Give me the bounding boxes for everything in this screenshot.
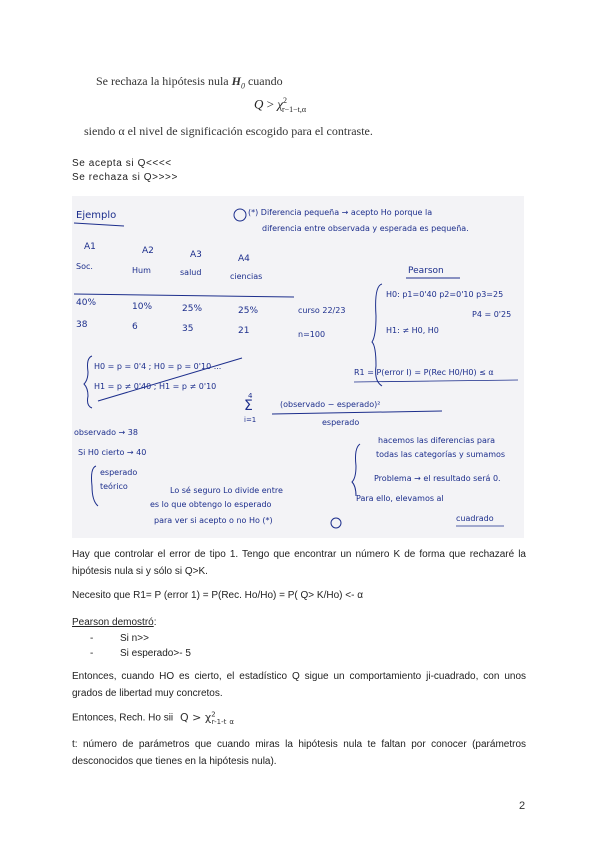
hand-r1: R1 = P(error I) = P(Rec H0/H0) ≤ α (354, 368, 494, 377)
hand-o3: 35 (182, 324, 194, 334)
hand-p2: 10% (132, 302, 153, 312)
hand-curso: curso 22/23 (298, 306, 346, 315)
hand-ejemplo: Ejemplo (76, 210, 117, 221)
hand-n: n=100 (298, 330, 326, 339)
hand-frac-den: esperado (322, 418, 360, 427)
hand-o2: 6 (132, 322, 138, 332)
formula-chi: χ (277, 96, 283, 112)
paragraph-r1: Necesito que R1= P (error 1) = P(Rec. Ho/Ho) = P( Q> K/Ho) <- α (72, 590, 363, 601)
hand-obs: observado → 38 (74, 428, 138, 437)
hand-hyp-2: H1 = p ≠ 0'40 ; H1 = p ≠ 0'10 (94, 382, 217, 391)
pearson-heading (72, 614, 526, 631)
accept-line: Se acepta si Q<<<< (72, 158, 172, 169)
formula-gt: > (266, 96, 274, 112)
formula-sub: r-1-t (211, 717, 227, 726)
paragraph-chi-square: Entonces, cuando HO es cierto, el estadístico Q sigue un comportamiento ji-cuadrado, con unos grados de libertad muy concretos. (72, 671, 526, 699)
hand-h1: H1: ≠ H0, H0 (386, 326, 439, 335)
pearson-conditions-list (72, 631, 526, 661)
h-symbol: H (231, 74, 241, 88)
hand-note-1: (*) Diferencia pequeña → acepto Ho porque la (248, 208, 433, 217)
formula-sup: 2 (211, 710, 216, 718)
rejection-prefix: Entonces, Rech. Ho sii (72, 712, 174, 724)
hand-frac-num: (observado − esperado)² (280, 400, 381, 409)
hand-side-2: todas las categorías y sumamos (376, 450, 506, 459)
formula-q: Q (179, 710, 189, 724)
paragraph-error-type-1: Hay que controlar el error de tipo 1. Tengo que encontrar un número K de forma que rechazaré la hipótesis nula si y sólo si Q>K. (72, 549, 526, 577)
hand-p1: 40% (76, 298, 97, 308)
pearson-colon: : (153, 617, 157, 628)
hand-p4: P4 = 0'25 (472, 310, 512, 319)
h-subscript: 0 (240, 81, 245, 91)
formula-gt: > (192, 710, 202, 724)
hand-a2-label: Hum (132, 266, 151, 275)
hand-si: Si H0 cierto → 40 (78, 448, 147, 457)
hand-p4v: 25% (238, 306, 259, 316)
scan-line-significance: siendo α el nivel de significación escogido para el contraste. (84, 124, 373, 138)
hand-bottom-1: Lo sé seguro Lo divide entre (170, 486, 283, 495)
handwritten-formula (180, 711, 234, 724)
reject-line: Se rechaza si Q>>>> (72, 172, 178, 183)
hand-a3: A3 (190, 250, 202, 260)
paragraph-t-definition: t: número de parámetros que cuando miras la hipótesis nula te faltan por conocer (parámetros desconocidos que tienes en la hipótesis nula). (72, 739, 526, 767)
scan-text-cuando: cuando (247, 74, 283, 88)
paragraph-rejection-rule (72, 706, 526, 731)
hand-side-3: Problema → el resultado será 0. (374, 474, 501, 483)
list-item: - Si esperado>- 5 (72, 646, 526, 661)
scan-formula (254, 96, 306, 114)
hand-a4-label: ciencias (230, 272, 263, 281)
hand-side-5: cuadrado (456, 514, 494, 523)
hand-a1: A1 (84, 242, 96, 252)
hand-a3-label: salud (180, 268, 202, 277)
page-number: 2 (519, 800, 526, 812)
hand-sum-top: 4 (248, 392, 253, 400)
formula-sup: 2 (282, 96, 287, 105)
formula-chi: χ (204, 710, 212, 724)
hand-esp: esperado (100, 468, 138, 477)
scan-line-rejection (96, 74, 283, 90)
hand-h0: H0: p1=0'40 p2=0'10 p3=25 (386, 290, 504, 299)
hand-p3: 25% (182, 304, 203, 314)
handwritten-notes-photo (72, 196, 524, 538)
hand-side-1: hacemos las diferencias para (378, 436, 496, 445)
hand-o4: 21 (238, 326, 250, 336)
formula-sub: r−1−t,α (281, 104, 307, 114)
hand-bottom-3: para ver si acepto o no Ho (*) (154, 516, 273, 525)
hand-a4: A4 (238, 254, 250, 264)
hand-teo: teórico (100, 482, 128, 491)
hand-pearson: Pearson (408, 266, 444, 276)
pearson-title: Pearson demostró (72, 617, 154, 628)
hand-note-2: diferencia entre observada y esperada es pequeña. (262, 224, 469, 233)
scan-text: Se rechaza la hipótesis nula (96, 74, 229, 88)
hand-a2: A2 (142, 246, 154, 256)
hand-a1-label: Soc. (76, 262, 93, 271)
formula-q: Q (254, 96, 264, 112)
hand-side-4: Para ello, elevamos al (356, 494, 444, 503)
hand-o1: 38 (76, 320, 88, 330)
hand-hyp-1: H0 = p = 0'4 ; H0 = p = 0'10 ... (94, 362, 222, 371)
list-item: - Si n>> (72, 631, 526, 646)
hand-bottom-2: es lo que obtengo lo esperado (150, 500, 272, 509)
hand-sum-bot: i=1 (244, 416, 257, 424)
hand-sum-sym: Σ (244, 398, 253, 414)
formula-alpha: α (229, 717, 234, 726)
